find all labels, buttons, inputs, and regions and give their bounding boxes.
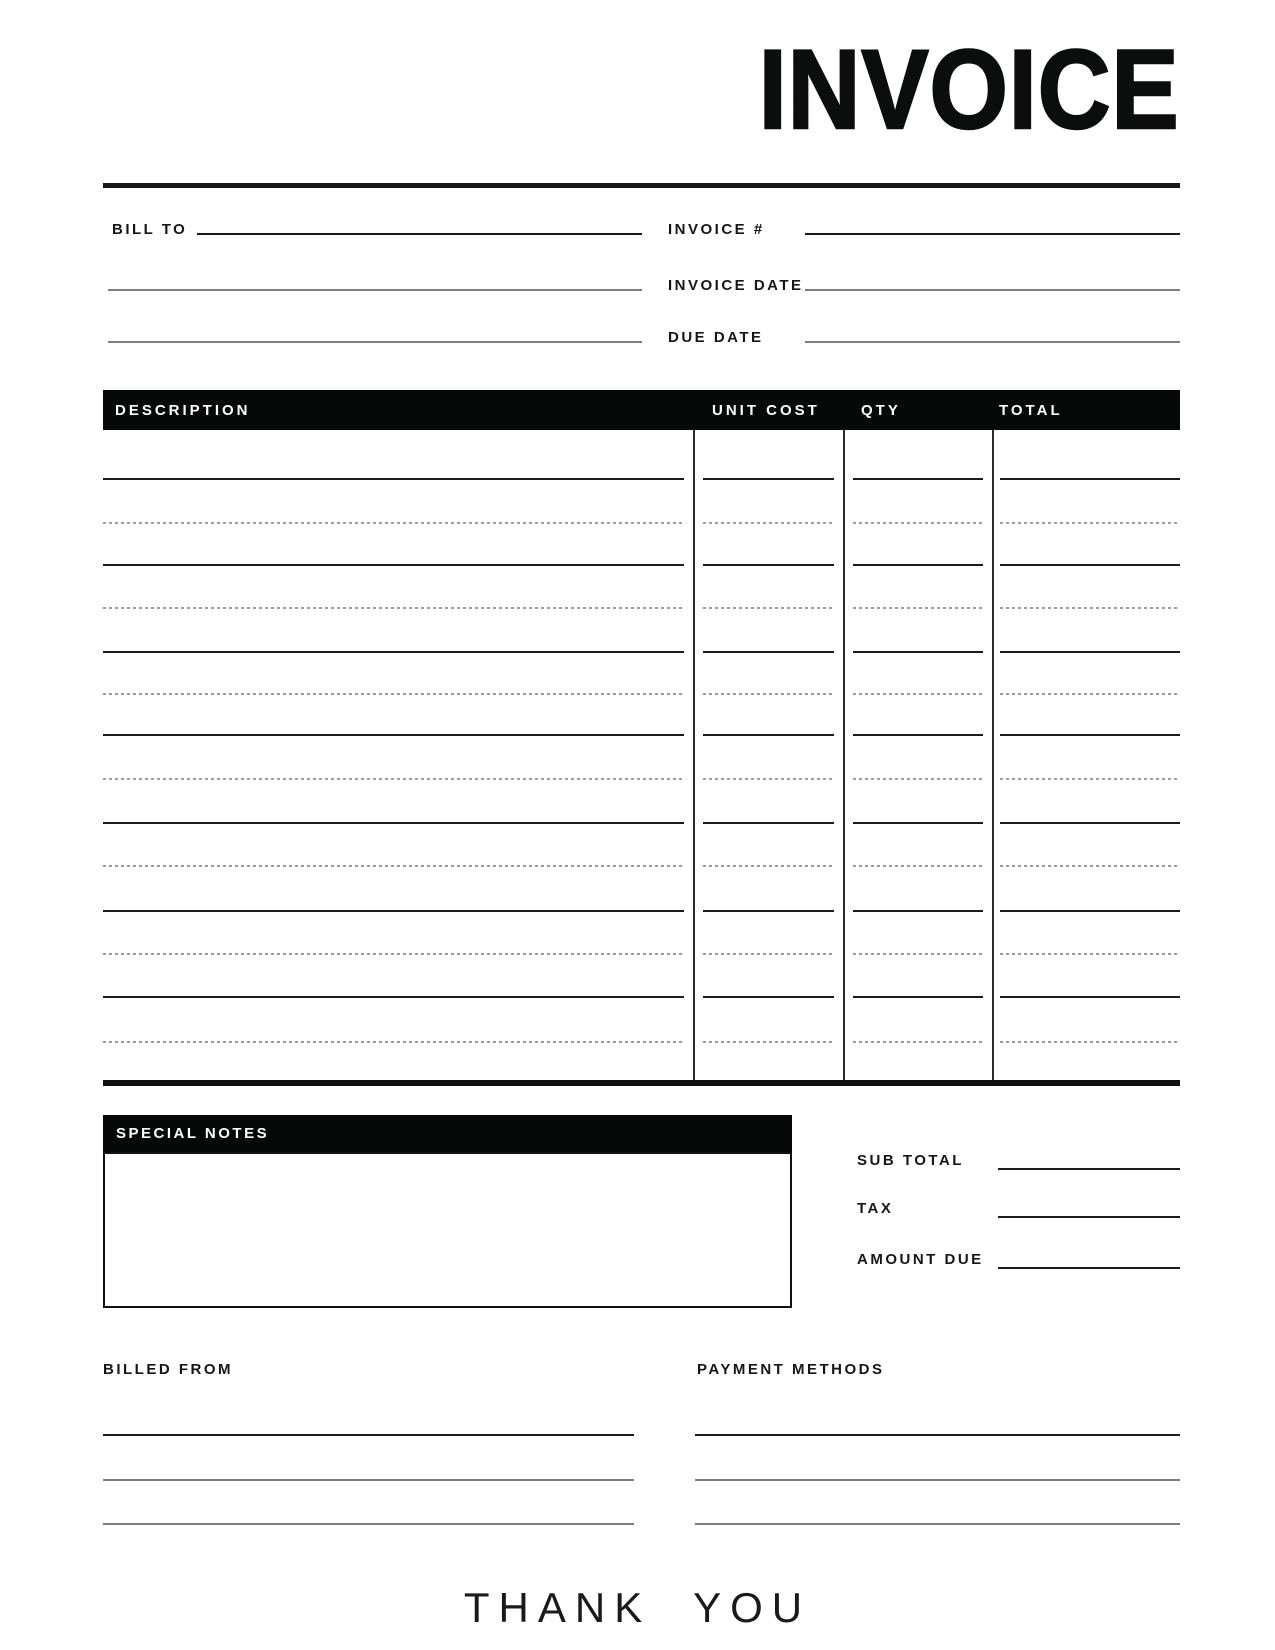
- item-row-line-solid: [703, 564, 834, 566]
- item-row-line-dashed: [853, 693, 983, 695]
- item-row-line-solid: [1000, 996, 1180, 998]
- item-row-line-dashed: [1000, 865, 1180, 867]
- billed-from-line-1: [103, 1434, 634, 1436]
- item-row-line-dashed: [703, 778, 834, 780]
- item-row-line-solid: [103, 910, 684, 912]
- item-row-line-dashed: [703, 865, 834, 867]
- payment-methods-label: PAYMENT METHODS: [697, 1361, 885, 1378]
- invoice-date-line: [805, 289, 1180, 291]
- column-header-qty: QTY: [861, 402, 901, 419]
- due-date-label: DUE DATE: [668, 329, 764, 346]
- item-row-line-dashed: [1000, 1041, 1180, 1043]
- item-row-line-dashed: [853, 522, 983, 524]
- item-row-line-solid: [103, 564, 684, 566]
- item-row-line-dashed: [703, 693, 834, 695]
- item-row-line-solid: [103, 822, 684, 824]
- item-row-line-solid: [103, 478, 684, 480]
- item-row-line-solid: [1000, 734, 1180, 736]
- item-row-line-solid: [1000, 564, 1180, 566]
- payment-methods-line-1: [695, 1434, 1180, 1436]
- billed-from-line-2: [103, 1479, 634, 1481]
- item-row-line-solid: [703, 478, 834, 480]
- payment-methods-line-3: [695, 1523, 1180, 1525]
- column-separator-2: [843, 430, 845, 1080]
- item-row-line-dashed: [853, 865, 983, 867]
- item-row-line-dashed: [103, 1041, 684, 1043]
- bill-to-address-line-2: [108, 341, 642, 343]
- tax-line: [998, 1216, 1180, 1218]
- item-row-line-dashed: [103, 865, 684, 867]
- invoice-number-line: [805, 233, 1180, 235]
- item-row-line-dashed: [1000, 607, 1180, 609]
- item-row-line-solid: [1000, 822, 1180, 824]
- sub-total-label: SUB TOTAL: [857, 1152, 964, 1169]
- column-header-total: TOTAL: [999, 402, 1063, 419]
- item-row-line-solid: [103, 996, 684, 998]
- item-row-line-solid: [103, 734, 684, 736]
- special-notes-box: [103, 1152, 792, 1308]
- amount-due-label: AMOUNT DUE: [857, 1251, 984, 1268]
- item-row-line-solid: [853, 822, 983, 824]
- column-separator-3: [992, 430, 994, 1080]
- due-date-line: [805, 341, 1180, 343]
- item-row-line-solid: [703, 734, 834, 736]
- invoice-date-label: INVOICE DATE: [668, 277, 804, 294]
- item-row-line-solid: [853, 996, 983, 998]
- item-row-line-dashed: [703, 1041, 834, 1043]
- column-separator-1: [693, 430, 695, 1080]
- item-row-line-dashed: [1000, 953, 1180, 955]
- tax-label: TAX: [857, 1200, 894, 1217]
- invoice-number-label: INVOICE #: [668, 221, 765, 238]
- item-row-line-dashed: [703, 522, 834, 524]
- item-row-line-dashed: [103, 693, 684, 695]
- item-row-line-dashed: [103, 953, 684, 955]
- item-row-line-dashed: [1000, 522, 1180, 524]
- sub-total-line: [998, 1168, 1180, 1170]
- item-row-line-solid: [703, 822, 834, 824]
- item-row-line-solid: [703, 910, 834, 912]
- special-notes-header: [103, 1115, 792, 1152]
- column-header-description: DESCRIPTION: [115, 402, 251, 419]
- item-row-line-solid: [853, 910, 983, 912]
- item-row-line-solid: [1000, 910, 1180, 912]
- page-title: INVOICE: [759, 27, 1180, 152]
- item-row-line-dashed: [1000, 778, 1180, 780]
- payment-methods-line-2: [695, 1479, 1180, 1481]
- amount-due-line: [998, 1267, 1180, 1269]
- billed-from-line-3: [103, 1523, 634, 1525]
- item-row-line-dashed: [703, 953, 834, 955]
- column-header-unit-cost: UNIT COST: [712, 402, 820, 419]
- bill-to-label: BILL TO: [112, 221, 188, 238]
- item-row-line-dashed: [1000, 693, 1180, 695]
- item-row-line-solid: [853, 478, 983, 480]
- special-notes-label: SPECIAL NOTES: [116, 1125, 270, 1142]
- item-row-line-solid: [1000, 478, 1180, 480]
- item-row-line-solid: [103, 651, 684, 653]
- top-divider: [103, 183, 1180, 188]
- item-row-line-solid: [853, 564, 983, 566]
- item-row-line-solid: [853, 734, 983, 736]
- item-row-line-dashed: [703, 607, 834, 609]
- item-row-line-solid: [703, 996, 834, 998]
- item-row-line-dashed: [853, 953, 983, 955]
- items-table-bottom-border: [103, 1080, 1180, 1086]
- item-row-line-dashed: [853, 607, 983, 609]
- item-row-line-dashed: [103, 607, 684, 609]
- item-row-line-dashed: [853, 1041, 983, 1043]
- bill-to-name-line: [197, 233, 642, 235]
- item-row-line-solid: [853, 651, 983, 653]
- item-row-line-solid: [1000, 651, 1180, 653]
- item-row-line-dashed: [103, 778, 684, 780]
- item-row-line-dashed: [103, 522, 684, 524]
- items-table-header: [103, 390, 1180, 430]
- item-row-line-dashed: [853, 778, 983, 780]
- thank-you-text: THANK YOU: [463, 1584, 812, 1631]
- item-row-line-solid: [703, 651, 834, 653]
- bill-to-address-line-1: [108, 289, 642, 291]
- billed-from-label: BILLED FROM: [103, 1361, 233, 1378]
